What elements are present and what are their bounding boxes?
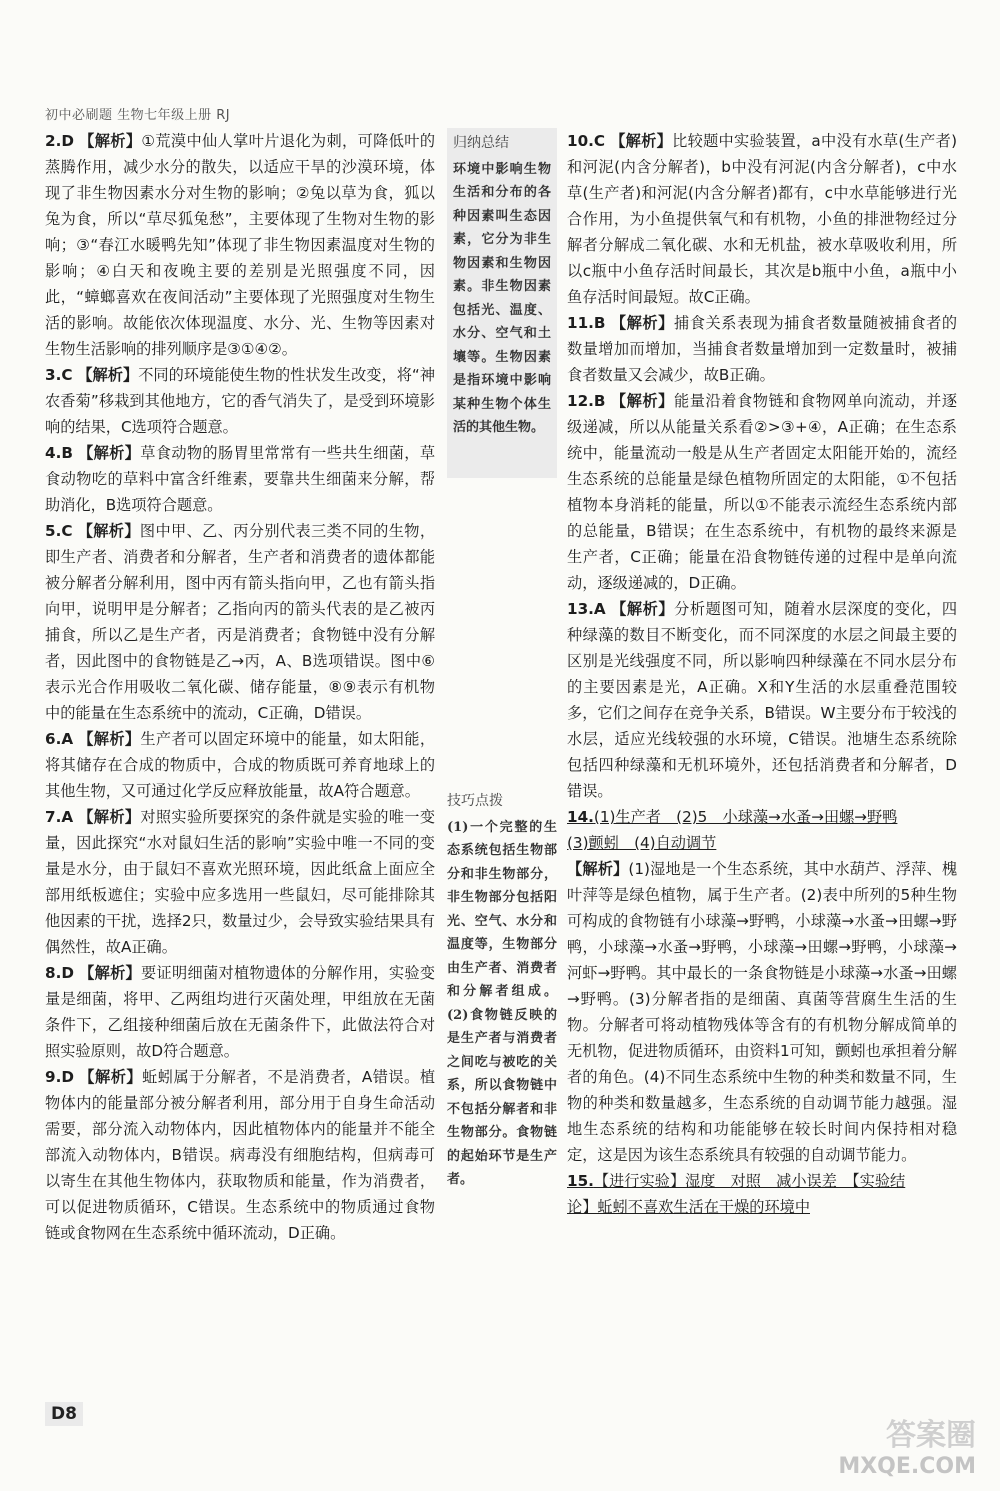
- answer-text: 生产者可以固定环境中的能量，如太阳能，将其储存在合成的物质中，合成的物质既可养育地球上的其他生物，又可通过化学反应释放能量，故A符合题意。: [45, 730, 436, 800]
- answer-item: [45, 440, 435, 518]
- left-column: [45, 128, 435, 1246]
- answer-number: 5.C: [45, 522, 73, 540]
- answer-number: 2.D: [45, 132, 74, 150]
- answer-text: 图中甲、乙、丙分别代表三类不同的生物，即生产者、消费者和分解者，生产者和消费者的遗体都能被分解者分解利用，图中丙有箭头指向甲，乙也有箭头指向甲，说明甲是分解者；乙指向丙的箭头代表的是乙被丙捕食，所以乙是生产者，丙是消费者；食物链中没有分解者，因此图中的食物链是乙→丙，A、B选项错误。图中⑥表示光合作用吸收二氧化碳、储存能量，⑧⑨表示有机物中的能量在生态系统中的流动，C正确，D错误。: [45, 522, 436, 722]
- answer-item: [567, 310, 957, 388]
- answer-text: 要证明细菌对植物遗体的分解作用，实验变量是细菌，将甲、乙两组均进行灭菌处理，甲组放在无菌条件下，乙组接种细菌后放在无菌条件下，此做法符合对照实验原则，故D符合题意。: [45, 964, 436, 1060]
- answer-number: 6.A: [45, 730, 74, 748]
- answer-number: 10.C: [567, 132, 606, 150]
- analysis-tag: 【解析】: [78, 808, 141, 826]
- answer-item: [567, 388, 957, 596]
- answer-item: [45, 128, 435, 362]
- answer-item: [45, 960, 435, 1064]
- analysis-tag: 【解析】: [79, 1068, 143, 1086]
- answer-text: 不同的环境能使生物的性状发生改变，将“神农香菊”移栽到其他地方，它的香气消失了，是受到环境影响的结果，C选项符合题意。: [45, 366, 436, 436]
- answer-number: 14.: [567, 808, 594, 826]
- answer-text: 比较题中实验装置，a中没有水草(生产者)和河泥(内含分解者)，b中没有河泥(内含分解者)，c中水草(生产者)和河泥(内含分解者)都有，c中水草能够进行光合作用，为小鱼提供氧气和有机物，小鱼的排泄物经过分解者分解成二氧化碳、水和无机盐，被水草吸收利用，所以c瓶中小鱼存活时间最长，其次是b瓶中小鱼，a瓶中小鱼存活时间最短。故C正确。: [567, 132, 957, 306]
- answer-item: [567, 128, 957, 310]
- answer-line: 【进行实验】湿度 对照 减小误差 【实验结: [593, 1172, 906, 1190]
- answer-number: 7.A: [45, 808, 74, 826]
- watermark-brand: 答案圈: [886, 1418, 976, 1453]
- answer-number: 12.B: [567, 392, 606, 410]
- summary-heading: 归纳总结: [453, 135, 509, 151]
- answer-text: 对照实验所要探究的条件就是实验的唯一变量，因此探究“水对鼠妇生活的影响”实验中唯一不同的变量是水分，由于鼠妇不喜欢光照环境，因此纸盒上面应全部用纸板遮住；实验中应多选用一些鼠妇，尽可能排除其他因素的干扰，选择2只，数量过少，会导致实验结果具有偶然性，故A正确。: [45, 808, 436, 956]
- analysis-tag: 【解析】: [567, 860, 629, 878]
- analysis-tag: 【解析】: [78, 444, 141, 462]
- answer-line: 论】蚯蚓不喜欢生活在干燥的环境中: [567, 1198, 810, 1216]
- right-column: [567, 128, 957, 1220]
- answer-item: [45, 1064, 435, 1246]
- analysis-tag: 【解析】: [77, 522, 140, 540]
- page-number: D8: [45, 1402, 83, 1426]
- answer-number: 3.C: [45, 366, 73, 384]
- analysis-tag: 【解析】: [610, 314, 674, 332]
- tips-sidebar: [447, 790, 557, 1250]
- analysis-tag: 【解析】: [78, 730, 141, 748]
- answer-text: (1)湿地是一个生态系统，其中水葫芦、浮萍、槐叶萍等是绿色植物，属于生产者。(2)表中所列的5种生物可构成的食物链有小球藻→野鸭，小球藻→水蚤→田螺→野鸭，小球藻→水蚤→野鸭，小球藻→田螺→野鸭，小球藻→河虾→野鸭。其中最长的一条食物链是小球藻→水蚤→田螺→野鸭。(3)分解者指的是细菌、真菌等营腐生生活的生物。分解者可将动植物残体等含有的有机物分解成简单的无机物，促进物质循环，由资料1可知，颤蚓也承担着分解者的角色。(4)不同生态系统中生物的种类和数量不同，生物的种类和数量越多，生态系统的自动调节能力越强。湿地生态系统的结构和功能能够在较长时间内保持相对稳定，这是因为该生态系统具有较强的自动调节能力。: [567, 860, 958, 1164]
- summary-text: 环境中影响生物生活和分布的各种因素叫生态因素，它分为非生物因素和生物因素。非生物因素包括光、温度、水分、空气和土壤等。生物因素是指环境中影响某种生物个体生活的其他生物。: [453, 161, 551, 435]
- answer-number: 8.D: [45, 964, 74, 982]
- analysis-tag: 【解析】: [610, 392, 674, 410]
- answer-item: [45, 518, 435, 726]
- page-header: 初中必刷题 生物七年级上册 RJ: [45, 108, 231, 123]
- answer-line: (3)颤蚓 (4)自动调节: [567, 834, 717, 852]
- answer-item-15: [567, 1168, 957, 1220]
- answer-number: 15.: [567, 1172, 594, 1190]
- answer-text: 捕食关系表现为捕食者数量随被捕食者的数量增加而增加，当捕食者数量增加到一定数量时，被捕食者数量又会减少，故B正确。: [567, 314, 958, 384]
- answer-item: [45, 726, 435, 804]
- answer-text: 分析题图可知，随着水层深度的变化，四种绿藻的数目不断变化，而不同深度的水层之间最主要的区别是光线强度不同，所以影响四种绿藻在不同水层分布的主要因素是光，A正确。X和Y生活的水层重叠范围较多，它们之间存在竞争关系，B错误。W主要分布于较浅的水层，适应光线较强的水环境，C错误。池塘生态系统除包括四种绿藻和无机环境外，还包括消费者和分解者，D错误。: [567, 600, 957, 800]
- summary-sidebar: [447, 128, 557, 478]
- answer-number: 4.B: [45, 444, 73, 462]
- answer-item-14: [567, 804, 957, 1168]
- tips-text: (1)一个完整的生态系统包括生物部分和非生物部分，非生物部分包括阳光、空气、水分和温度等，生物部分由生产者、消费者和分解者组成。(2)食物链反映的是生产者与消费者之间吃与被吃的关系，所以食物链中不包括分解者和非生物部分。食物链的起始环节是生产者。: [447, 819, 557, 1187]
- answer-text: 蚯蚓属于分解者，不是消费者，A错误。植物体内的能量部分被分解者利用，部分用于自身生命活动需要，部分流入动物体内，因此植物体内的能量并不能全部流入动物体内，B错误。病毒没有细胞结构，但病毒可以寄生在其他生物体内，获取物质和能量，作为消费者，可以促进物质循环，C错误。生态系统中的物质通过食物链或食物网在生态系统中循环流动，D正确。: [45, 1068, 436, 1242]
- answer-text: 草食动物的肠胃里常常有一些共生细菌，草食动物吃的草料中富含纤维素，要靠共生细菌来分解，帮助消化，B选项符合题意。: [45, 444, 436, 514]
- tips-heading: 技巧点拨: [447, 793, 503, 809]
- analysis-tag: 【解析】: [610, 132, 673, 150]
- answer-number: 9.D: [45, 1068, 74, 1086]
- analysis-tag: 【解析】: [611, 600, 675, 618]
- answer-number: 11.B: [567, 314, 606, 332]
- answer-item: [45, 804, 435, 960]
- watermark-site: MXQE.COM: [838, 1454, 976, 1479]
- answer-line: (1)生产者 (2)5 小球藻→水蚤→田螺→野鸭: [593, 808, 898, 826]
- analysis-tag: 【解析】: [79, 132, 142, 150]
- answer-text: 能量沿着食物链和食物网单向流动，并逐级递减，所以从能量关系看②>③+④，A正确；在生态系统中，能量流动一般是从生产者固定太阳能开始的，流经生态系统的总能量是绿色植物所固定的太阳能，①不包括植物本身消耗的能量，所以①不能表示流经生态系统内部的总能量，B错误；在生态系统中，有机物的最终来源是生产者，C正确；能量在沿食物链传递的过程中是单向流动，逐级递减的，D正确。: [567, 392, 958, 592]
- analysis-tag: 【解析】: [79, 964, 142, 982]
- answer-number: 13.A: [567, 600, 606, 618]
- watermark: [838, 1410, 976, 1479]
- answer-item: [45, 362, 435, 440]
- answer-item: [567, 596, 957, 804]
- answer-text: ①荒漠中仙人掌叶片退化为刺，可降低叶的蒸腾作用，减少水分的散失，以适应干旱的沙漠环境，体现了非生物因素水分对生物的影响；②兔以草为食，狐以兔为食，所以“草尽狐兔愁”，主要体现了生物对生物的影响；③“春江水暖鸭先知”体现了非生物因素温度对生物的影响；④白天和夜晚主要的差别是光照强度不同，因此，“蟑螂喜欢在夜间活动”主要体现了光照强度对生物生活的影响。故能依次体现温度、水分、光、生物等因素对生物生活影响的排列顺序是③①④②。: [45, 132, 436, 358]
- analysis-tag: 【解析】: [77, 366, 139, 384]
